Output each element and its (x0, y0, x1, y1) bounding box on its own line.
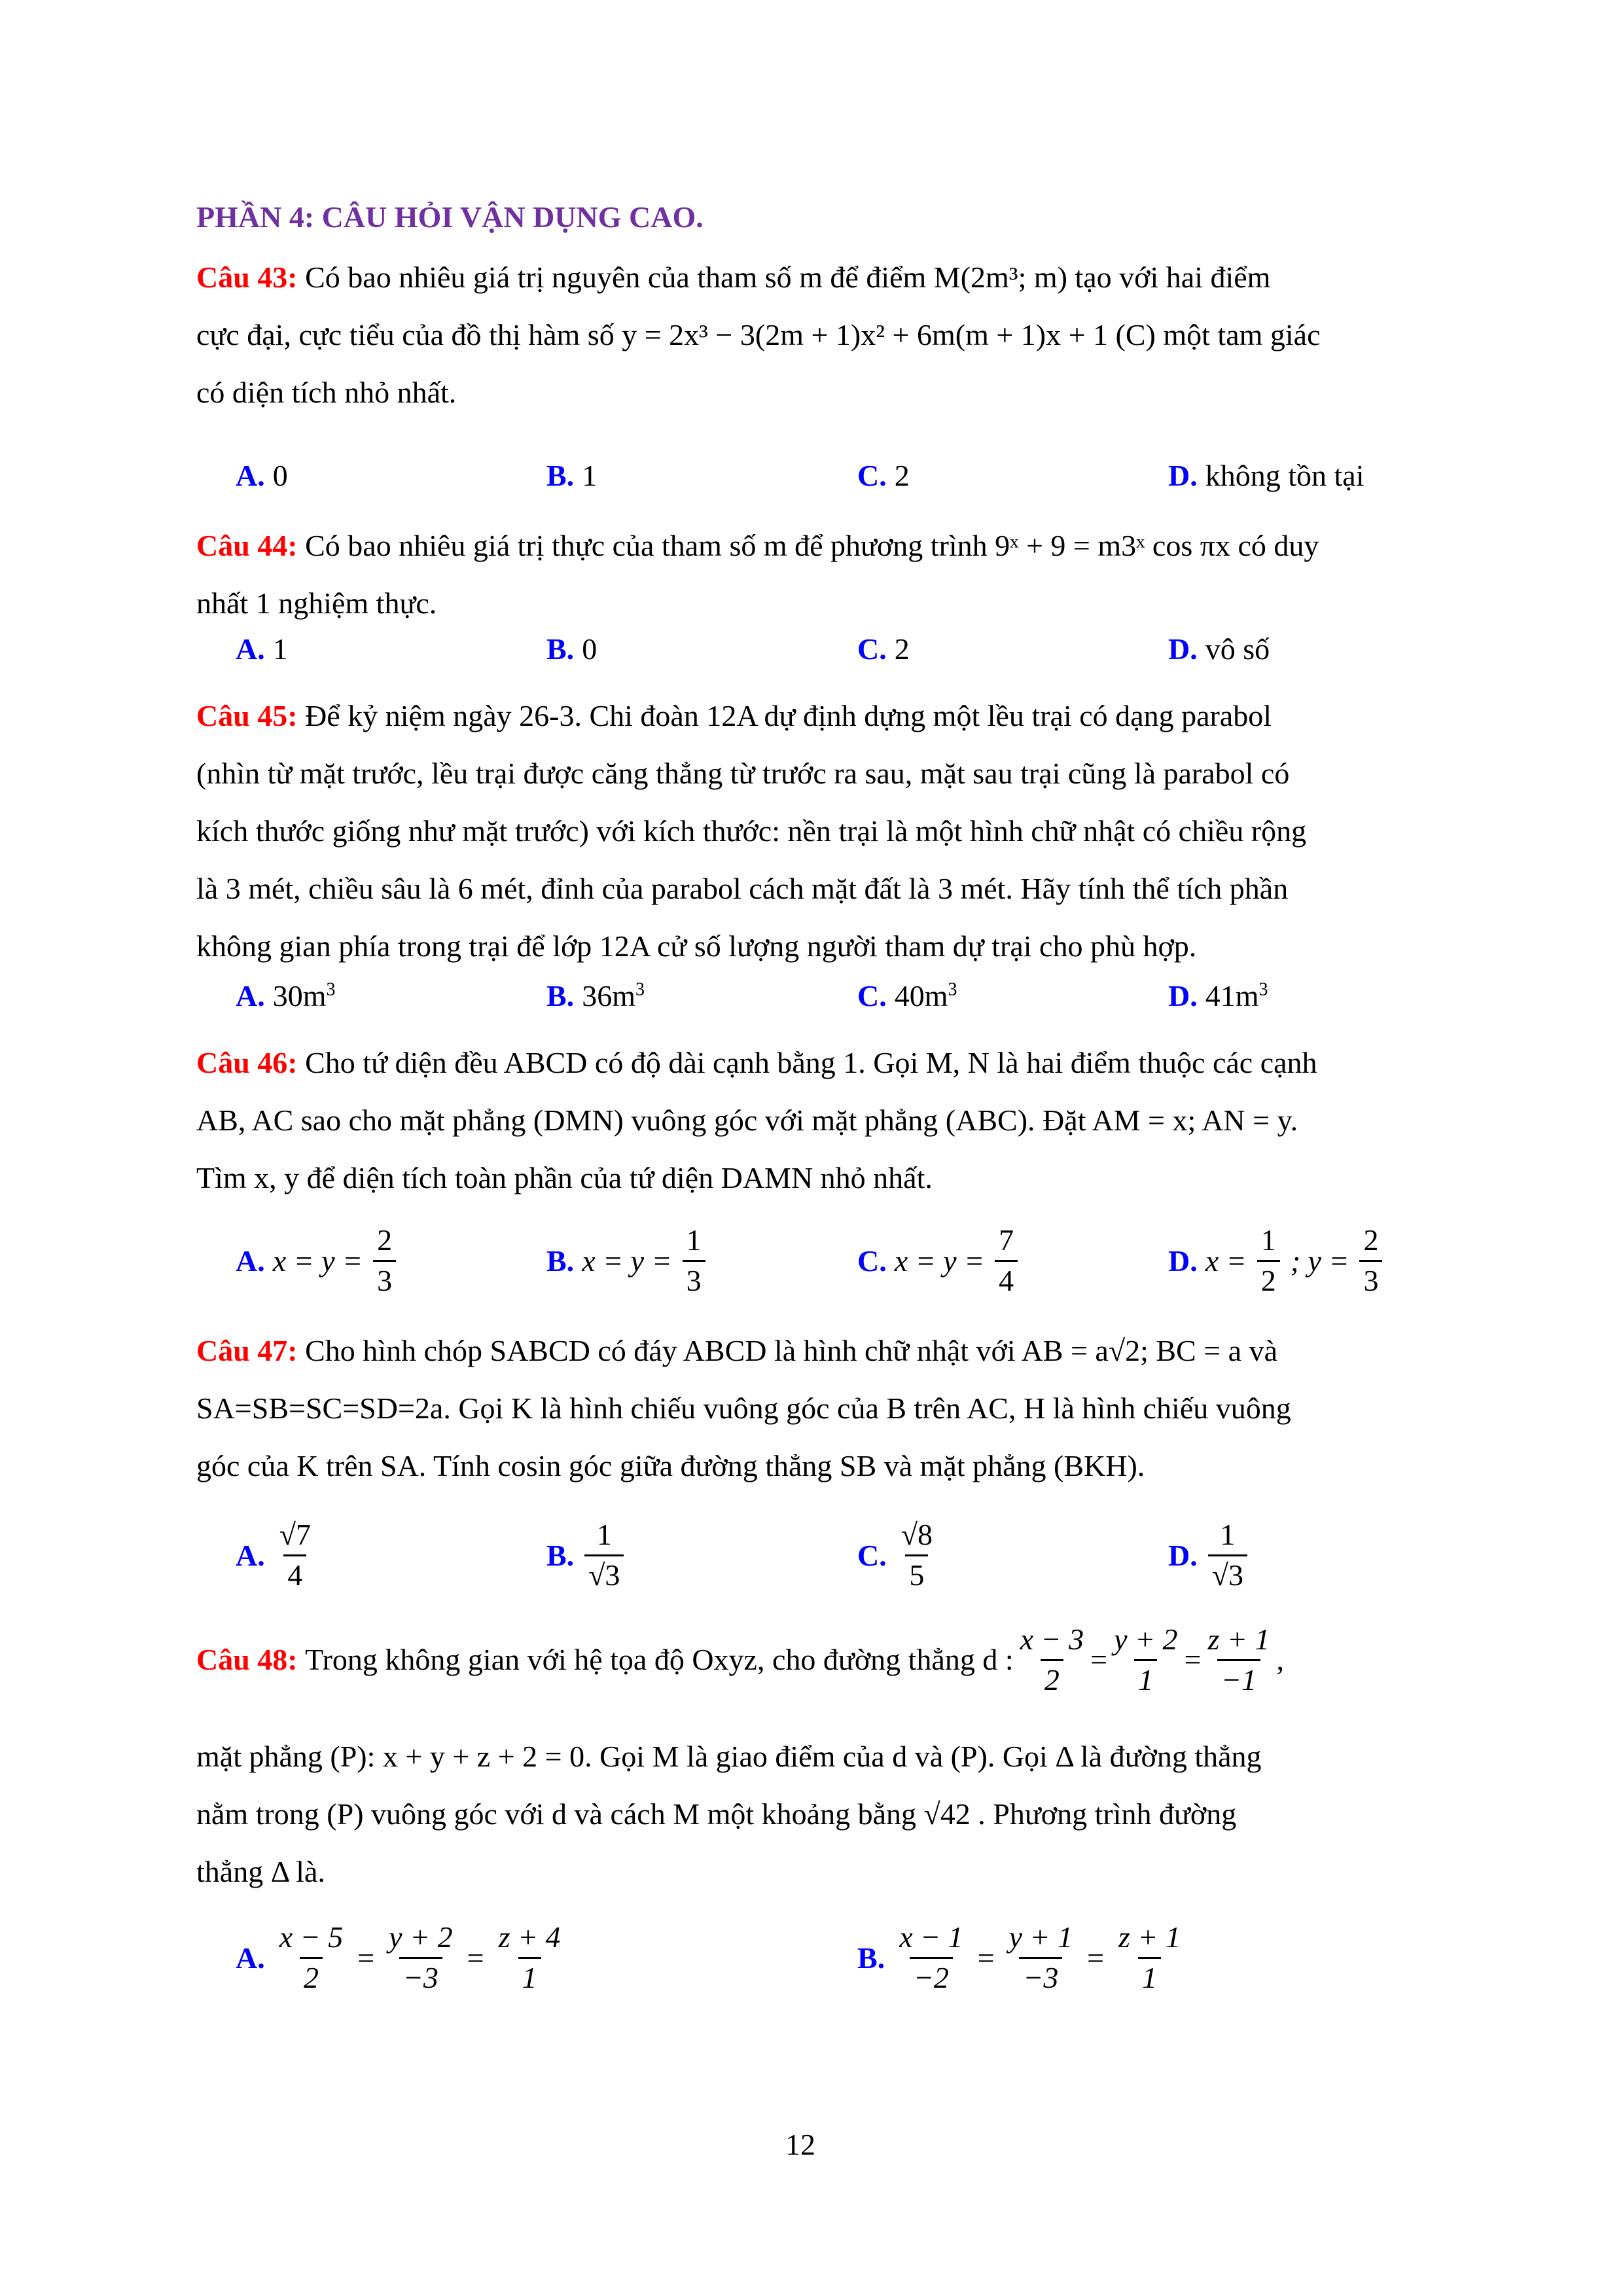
question-text: là 3 mét, chiều sâu là 6 mét, đỉnh của parabol cách mặt đất là 3 mét. Hãy tính thể tích phần (196, 872, 1289, 905)
numerator: 2 (1363, 1223, 1379, 1257)
option-c[interactable] (857, 632, 910, 666)
option-b[interactable]: B. $\frac{x - 1}{-2}$ = $\frac{y + 1}{-3}$ = $\frac{z + 1}{1}$ (857, 1921, 1187, 1994)
option-label: B. (546, 979, 575, 1013)
numerator: x − 1 (899, 1920, 963, 1954)
option-prefix: x = (1205, 1244, 1247, 1278)
denominator: 2 (300, 1957, 323, 1995)
options-43 (236, 458, 1440, 511)
option-a[interactable] (236, 1224, 399, 1297)
option-text: 30m (272, 979, 327, 1013)
fraction (1208, 1518, 1247, 1592)
question-text: thẳng Δ là. (196, 1855, 325, 1888)
fraction (276, 1518, 315, 1592)
option-d[interactable] (1168, 1224, 1385, 1297)
denominator: 3 (1359, 1260, 1382, 1298)
option-mid: ; y = (1290, 1244, 1349, 1278)
option-label: B. (546, 1244, 575, 1278)
denominator: 3 (373, 1260, 396, 1298)
option-text: 2 (894, 459, 910, 492)
denominator: 1 (1134, 1659, 1157, 1697)
option-c[interactable] (857, 1518, 939, 1592)
numerator: y + 2 (1114, 1623, 1178, 1656)
denominator: √3 (1208, 1554, 1247, 1592)
question-44 (196, 517, 1440, 632)
option-label: A. (236, 979, 265, 1013)
question-label: Câu 46: (196, 1046, 298, 1079)
option-label: B. (546, 459, 575, 492)
option-d[interactable] (1168, 458, 1364, 493)
exponent: 3 (326, 979, 336, 1000)
question-text: Trong không gian với hệ tọa độ Oxyz, cho đường thẳng d : (305, 1643, 1014, 1677)
option-a[interactable] (236, 458, 288, 493)
options-46 (236, 1224, 1440, 1296)
exponent: 3 (948, 979, 957, 1000)
option-label: D. (1168, 459, 1198, 492)
option-text: 1 (272, 632, 288, 666)
question-text: cực đại, cực tiểu của đồ thị hàm số y = 2x³ − 3(2m + 1)x² + 6m(m + 1)x + 1 (C) một tam giác (196, 318, 1321, 351)
question-text: góc của K trên SA. Tính cosin góc giữa đường thẳng SB và mặt phẳng (BKH). (196, 1449, 1145, 1482)
option-text: 36m (582, 979, 635, 1013)
numerator: 1 (596, 1518, 612, 1551)
numerator: z + 1 (1207, 1623, 1270, 1656)
question-text: Tìm x, y để diện tích toàn phần của tứ diện DAMN nhỏ nhất. (196, 1161, 933, 1194)
question-46 (196, 1034, 1440, 1207)
exponent: 3 (635, 979, 645, 1000)
question-text: (nhìn từ mặt trước, lều trại được căng thẳng từ trước ra sau, mặt sau trại cũng là parabol có (196, 757, 1290, 790)
question-48: Câu 48: Trong không gian với hệ tọa độ Oxyz, cho đường thẳng d : $\frac{x - 3}{2}$ = $\frac{y + 2}{1}$ = $\frac{z + 1}{-1}$ , (196, 1623, 1284, 1696)
exponent: 3 (1258, 979, 1268, 1000)
option-d[interactable] (1168, 632, 1270, 666)
denominator: 3 (683, 1260, 705, 1298)
option-label: C. (857, 632, 887, 666)
fraction (584, 1518, 624, 1592)
fraction (1204, 1623, 1274, 1696)
option-b[interactable] (546, 1518, 626, 1592)
denominator: 1 (1138, 1957, 1161, 1995)
option-prefix: x = y = (582, 1244, 672, 1278)
question-text: kích thước giống như mặt trước) với kích thước: nền trại là một hình chữ nhật có chiều rộng (196, 814, 1307, 848)
numerator: 1 (686, 1223, 702, 1257)
fraction (1115, 1921, 1185, 1994)
question-text: Cho tứ diện đều ABCD có độ dài cạnh bằng 1. Gọi M, N là hai điểm thuộc các cạnh (305, 1046, 1317, 1079)
options-44 (236, 632, 1440, 684)
question-text: Cho hình chóp SABCD có đáy ABCD là hình chữ nhật với AB = a√2; BC = a và (305, 1334, 1278, 1367)
fraction (276, 1921, 347, 1994)
option-text: 40m (894, 979, 948, 1013)
option-text: vô số (1205, 632, 1270, 666)
numerator: 7 (999, 1223, 1014, 1257)
question-48-continued (196, 1728, 1440, 1901)
option-d[interactable] (1168, 978, 1268, 1013)
option-text: 0 (272, 459, 288, 492)
option-label: C. (857, 979, 887, 1013)
denominator: 4 (283, 1554, 306, 1592)
option-text: 1 (582, 459, 597, 492)
denominator: 5 (905, 1554, 928, 1592)
question-text: có diện tích nhỏ nhất. (196, 376, 457, 409)
numerator: 1 (1220, 1518, 1236, 1551)
question-text: Để kỷ niệm ngày 26-3. Chi đoàn 12A dự định dựng một lều trại có dạng parabol (305, 699, 1272, 732)
option-label: C. (857, 459, 887, 492)
numerator: 1 (1260, 1223, 1276, 1257)
numerator: x − 5 (279, 1920, 344, 1954)
fraction (385, 1921, 456, 1994)
page-number: 12 (785, 2128, 815, 2161)
fraction (1110, 1623, 1181, 1696)
question-text: Có bao nhiêu giá trị nguyên của tham số m để điểm M(2m³; m) tạo với hai điểm (305, 260, 1271, 294)
option-a[interactable]: A. $\frac{x - 5}{2}$ = $\frac{y + 2}{-3}$ = $\frac{z + 4}{1}$ (236, 1921, 567, 1994)
option-b[interactable] (546, 1224, 708, 1297)
option-label: A. (236, 459, 265, 492)
option-b[interactable] (546, 632, 597, 666)
section-heading: PHẦN 4: CÂU HỎI VẬN DỤNG CAO. (196, 200, 704, 234)
question-text: nhất 1 nghiệm thực. (196, 586, 437, 620)
option-b[interactable] (546, 458, 597, 493)
numerator: √7 (279, 1518, 311, 1551)
denominator: −2 (910, 1957, 953, 1995)
option-label: D. (1168, 979, 1198, 1013)
option-label: D. (1168, 632, 1198, 666)
question-47 (196, 1322, 1440, 1495)
numerator: x − 3 (1020, 1623, 1084, 1656)
option-label: A. (236, 1941, 265, 1975)
options-48 (236, 1921, 1440, 2006)
fraction (495, 1921, 565, 1994)
question-label: Câu 44: (196, 529, 298, 562)
option-text: 2 (894, 632, 910, 666)
numerator: y + 1 (1008, 1920, 1073, 1954)
denominator: −3 (399, 1957, 442, 1995)
denominator: −1 (1217, 1659, 1260, 1697)
option-a[interactable] (236, 1518, 317, 1592)
fraction (995, 1224, 1018, 1297)
option-label: B. (546, 632, 575, 666)
option-d[interactable] (1168, 1518, 1250, 1592)
fraction (897, 1518, 936, 1592)
fraction (1016, 1623, 1088, 1696)
question-label: Câu 47: (196, 1334, 298, 1367)
fraction (683, 1224, 705, 1297)
option-prefix: x = y = (894, 1244, 985, 1278)
fraction (1257, 1224, 1280, 1297)
numerator: z + 1 (1118, 1920, 1181, 1954)
option-text: không tồn tại (1205, 459, 1364, 492)
option-label: A. (236, 1244, 265, 1278)
option-prefix: x = y = (272, 1244, 363, 1278)
question-text: nằm trong (P) vuông góc với d và cách M một khoảng bằng √42 . Phương trình đường (196, 1797, 1237, 1831)
denominator: −3 (1019, 1957, 1062, 1995)
option-c[interactable] (857, 458, 910, 493)
fraction (895, 1921, 967, 1994)
options-45 (236, 978, 1440, 1031)
option-c[interactable] (857, 978, 957, 1013)
numerator: √8 (901, 1518, 933, 1551)
fraction (1005, 1921, 1077, 1994)
question-text: SA=SB=SC=SD=2a. Gọi K là hình chiếu vuông góc của B trên AC, H là hình chiếu vuông (196, 1391, 1291, 1425)
denominator: 2 (1041, 1659, 1063, 1697)
options-47 (236, 1518, 1440, 1597)
question-text: AB, AC sao cho mặt phẳng (DMN) vuông góc với mặt phẳng (ABC). Đặt AM = x; AN = y. (196, 1103, 1298, 1137)
denominator: 1 (518, 1957, 541, 1995)
option-label: B. (857, 1941, 885, 1975)
option-c[interactable] (857, 1224, 1020, 1297)
fraction (373, 1224, 396, 1297)
option-text: 41m (1205, 979, 1259, 1013)
question-label: Câu 45: (196, 699, 298, 732)
option-label: D. (1168, 1538, 1198, 1572)
option-label: C. (857, 1538, 887, 1572)
numerator: y + 2 (389, 1920, 453, 1954)
question-label: Câu 48: (196, 1643, 298, 1677)
numerator: 2 (377, 1223, 393, 1257)
question-text: không gian phía trong trại để lớp 12A cử số lượng người tham dự trại cho phù hợp. (196, 929, 1197, 963)
option-label: D. (1168, 1244, 1198, 1278)
denominator: 2 (1257, 1260, 1280, 1298)
question-45 (196, 687, 1440, 975)
option-text: 0 (582, 632, 597, 666)
option-a[interactable] (236, 978, 336, 1013)
option-a[interactable] (236, 632, 288, 666)
fraction (1359, 1224, 1382, 1297)
option-label: B. (546, 1538, 575, 1572)
numerator: z + 4 (498, 1920, 561, 1954)
option-label: C. (857, 1244, 887, 1278)
option-label: A. (236, 632, 265, 666)
denominator: √3 (584, 1554, 624, 1592)
option-b[interactable] (546, 978, 645, 1013)
question-text: mặt phẳng (P): x + y + z + 2 = 0. Gọi M là giao điểm của d và (P). Gọi Δ là đường thẳng (196, 1740, 1262, 1773)
question-43 (196, 249, 1440, 422)
option-label: A. (236, 1538, 265, 1572)
question-label: Câu 43: (196, 260, 298, 294)
question-text: Có bao nhiêu giá trị thực của tham số m để phương trình 9ˣ + 9 = m3ˣ cos πx có duy (305, 529, 1319, 562)
denominator: 4 (995, 1260, 1018, 1298)
